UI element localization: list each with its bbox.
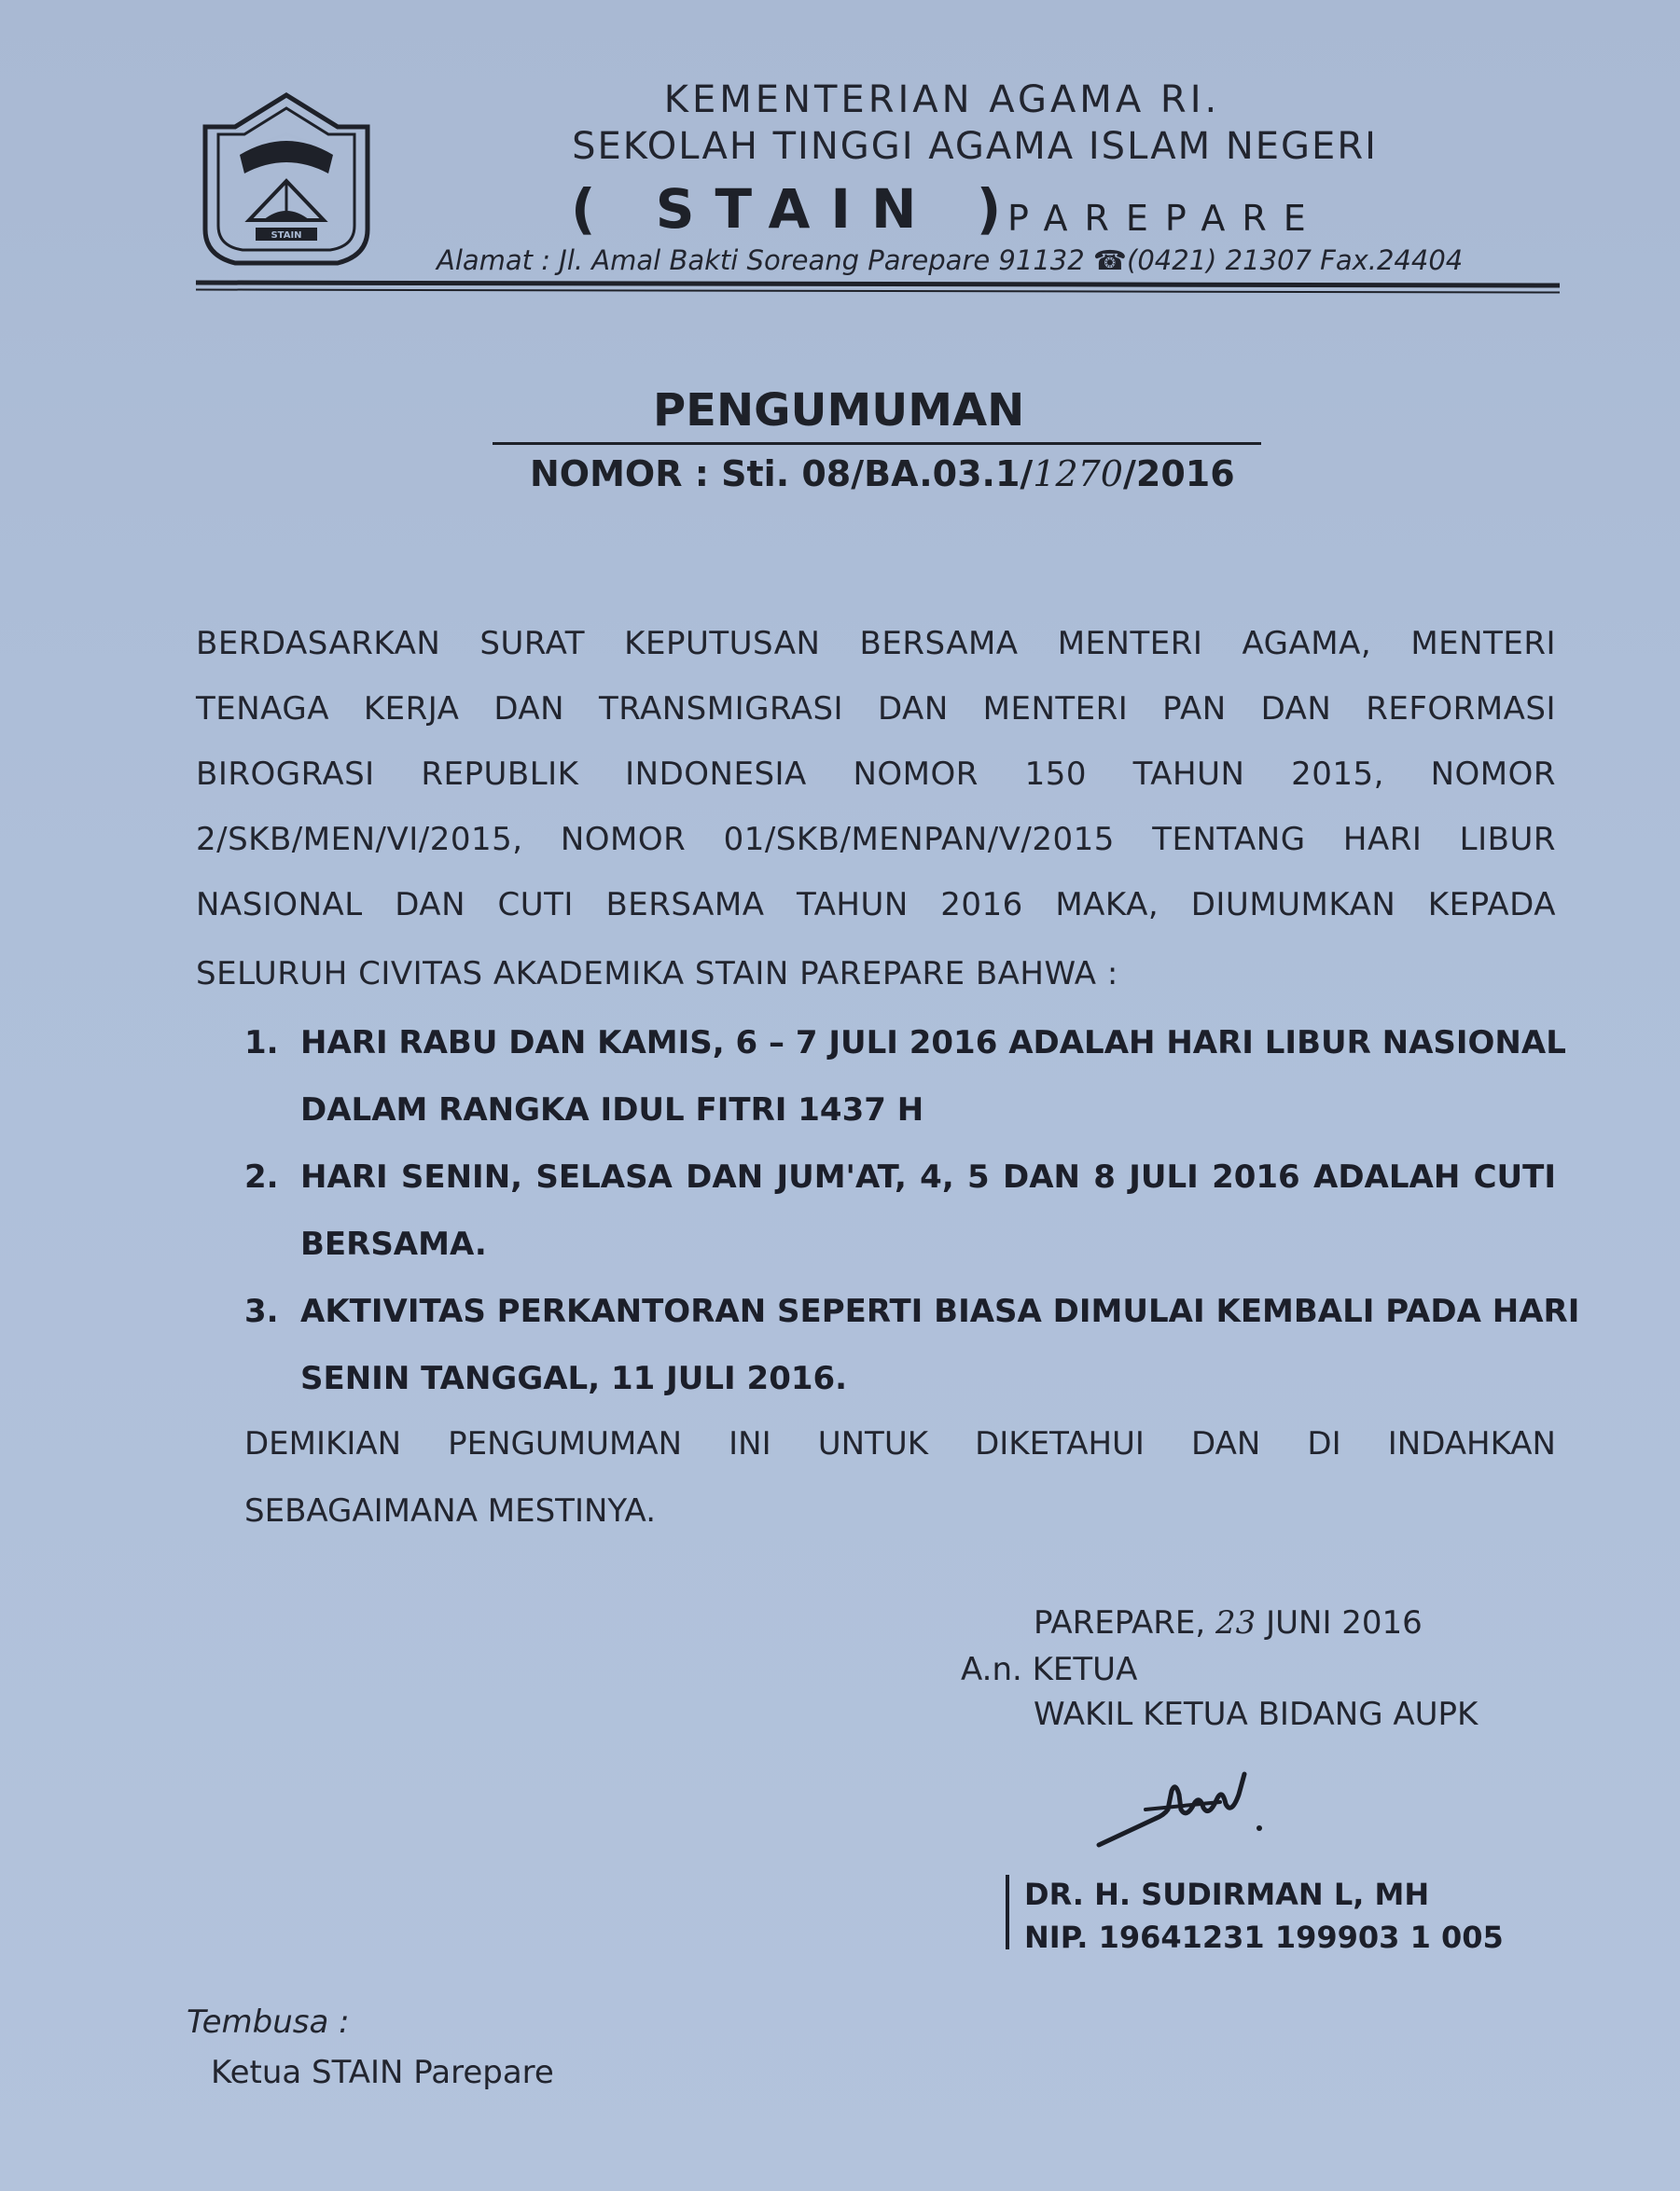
institution-city: PAREPARE [1007, 198, 1323, 239]
document-title: PENGUMUMAN [653, 384, 1025, 437]
handwritten-signature [1090, 1754, 1276, 1856]
institution-name: SEKOLAH TINGGI AGAMA ISLAM NEGERI [572, 125, 1378, 168]
institution-acronym: ( STAIN ) [571, 177, 1022, 241]
list-item-line: SENIN TANGGAL, 11 JULI 2016. [300, 1360, 848, 1397]
list-item-line: AKTIVITAS PERKANTORAN SEPERTI BIASA DIMULAI KEMBALI PADA HARI [300, 1293, 1580, 1330]
body-line: TENAGA KERJA DAN TRANSMIGRASI DAN MENTERI PAN DAN REFORMASI [196, 690, 1556, 728]
signatory-name: DR. H. SUDIRMAN L, MH [1024, 1877, 1430, 1912]
number-handwritten: 1270 [1033, 453, 1123, 494]
signature-on-behalf: A.n. KETUA [961, 1651, 1138, 1688]
signature-position: WAKIL KETUA BIDANG AUPK [1034, 1696, 1479, 1733]
carbon-copy-label: Tembusa : [187, 2004, 350, 2041]
body-line: BIROGRASI REPUBLIK INDONESIA NOMOR 150 TAHUN 2015, NOMOR [196, 756, 1556, 793]
stain-logo [198, 90, 375, 276]
body-line: BERDASARKAN SURAT KEPUTUSAN BERSAMA MENTERI AGAMA, MENTERI [196, 625, 1556, 662]
signature-bracket [1006, 1875, 1009, 1949]
document-number [530, 453, 1235, 494]
list-item-number: 3. [244, 1293, 279, 1330]
signature-day-handwritten: 23 [1215, 1604, 1257, 1642]
body-line: NASIONAL DAN CUTI BERSAMA TAHUN 2016 MAKA, DIUMUMKAN KEPADA [196, 886, 1556, 923]
letterhead-rule [196, 280, 1560, 287]
signature-place: PAREPARE, [1034, 1604, 1206, 1642]
logo-text: STAIN [271, 230, 302, 241]
signature-date [1034, 1604, 1423, 1642]
list-item-line: HARI RABU DAN KAMIS, 6 – 7 JULI 2016 ADALAH HARI LIBUR NASIONAL [300, 1024, 1566, 1061]
signatory-nip: NIP. 19641231 199903 1 005 [1024, 1920, 1504, 1955]
carbon-copy-recipient: Ketua STAIN Parepare [211, 2054, 554, 2091]
list-item-line: DALAM RANGKA IDUL FITRI 1437 H [300, 1091, 924, 1129]
title-underline [493, 442, 1261, 445]
body-line: 2/SKB/MEN/VI/2015, NOMOR 01/SKB/MENPAN/V/2015 TENTANG HARI LIBUR [196, 821, 1556, 858]
number-suffix: /2016 [1123, 453, 1235, 494]
closing-line: DEMIKIAN PENGUMUMAN INI UNTUK DIKETAHUI DAN DI INDAHKAN [244, 1425, 1556, 1463]
list-item-number: 2. [244, 1158, 279, 1196]
closing-line: SEBAGAIMANA MESTINYA. [244, 1492, 657, 1530]
list-item-number: 1. [244, 1024, 279, 1061]
list-item-line: BERSAMA. [300, 1226, 487, 1263]
letterhead-rule-thin [196, 288, 1560, 293]
signature-month-year: JUNI 2016 [1266, 1604, 1423, 1642]
list-item-line: HARI SENIN, SELASA DAN JUM'AT, 4, 5 DAN 8 JULI 2016 ADALAH CUTI [300, 1158, 1556, 1196]
body-line: SELURUH CIVITAS AKADEMIKA STAIN PAREPARE BAHWA : [196, 955, 1118, 992]
institution-address: Alamat : Jl. Amal Bakti Soreang Parepare 91132 ☎(0421) 21307 Fax.24404 [437, 244, 1464, 276]
number-prefix: NOMOR : Sti. 08/BA.03.1/ [530, 453, 1034, 494]
ministry-name: KEMENTERIAN AGAMA RI. [663, 78, 1221, 121]
